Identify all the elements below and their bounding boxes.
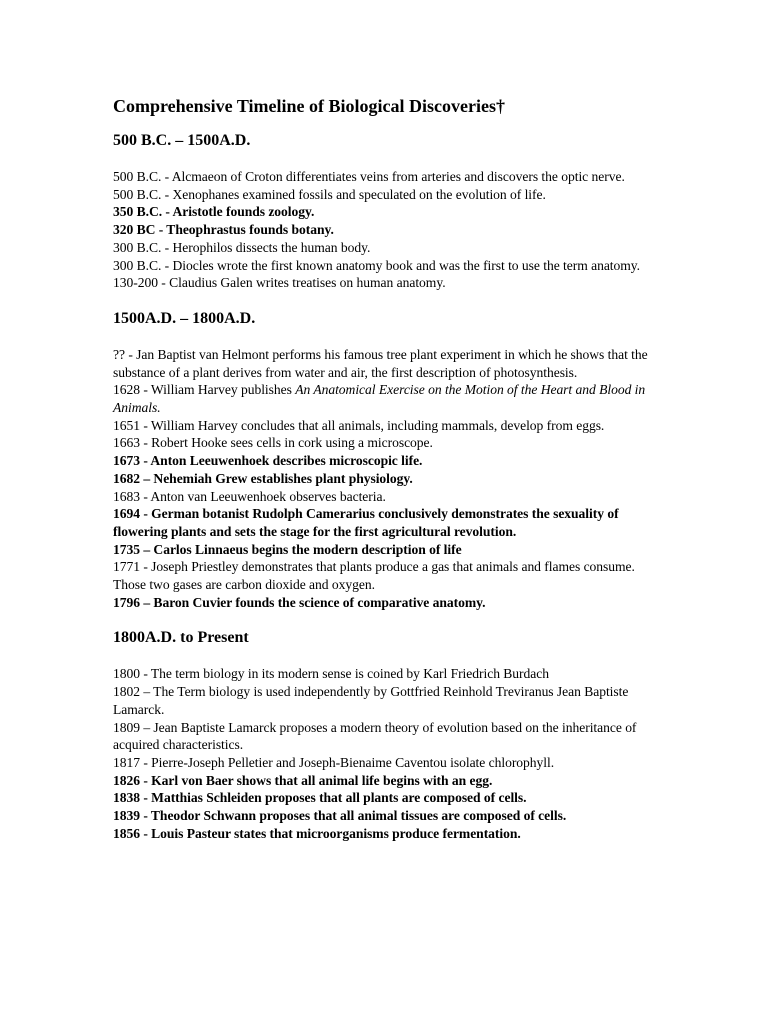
entry-text: 350 B.C. - Aristotle founds zoology. — [113, 204, 315, 220]
document-title: Comprehensive Timeline of Biological Discoveries† — [113, 96, 505, 116]
timeline-entry — [113, 541, 658, 559]
timeline-entry — [113, 825, 658, 843]
entry-text: 1628 - William Harvey publishes — [113, 382, 296, 398]
timeline-entry — [113, 558, 658, 593]
timeline-entry — [113, 470, 658, 488]
timeline-entry — [113, 594, 658, 612]
timeline-entry — [113, 221, 658, 239]
entry-text: 1817 - Pierre-Joseph Pelletier and Joseph-Bienaime Caventou isolate chlorophyll. — [113, 754, 555, 770]
timeline-entry — [113, 346, 658, 381]
timeline-entry — [113, 683, 658, 718]
timeline-entry — [113, 665, 658, 683]
entry-text: 130-200 - Claudius Galen writes treatises on human anatomy. — [113, 275, 446, 291]
timeline-section — [113, 130, 658, 292]
timeline-entry — [113, 434, 658, 452]
timeline-entry — [113, 203, 658, 221]
entry-text: 300 B.C. - Diocles wrote the first known anatomy book and was the first to use the term anatomy. — [113, 257, 641, 273]
timeline-entry — [113, 807, 658, 825]
entry-text: 1682 – Nehemiah Grew establishes plant physiology. — [113, 470, 413, 486]
timeline-section — [113, 627, 658, 842]
entry-text: 1856 - Louis Pasteur states that microorganisms produce fermentation. — [113, 825, 521, 841]
entry-text: 1839 - Theodor Schwann proposes that all animal tissues are composed of cells. — [113, 808, 567, 824]
entry-text: 320 BC - Theophrastus founds botany. — [113, 222, 334, 238]
timeline-entry — [113, 257, 658, 275]
entry-text: 300 B.C. - Herophilos dissects the human body. — [113, 239, 371, 255]
entry-text: 1838 - Matthias Schleiden proposes that all plants are composed of cells. — [113, 790, 527, 806]
timeline-entry — [113, 417, 658, 435]
section-heading: 500 B.C. – 1500A.D. — [113, 132, 251, 149]
entry-text: 1771 - Joseph Priestley demonstrates that plants produce a gas that animals and flames consume. Those two gases are carbon dioxide and oxygen. — [113, 559, 635, 593]
entry-text: 1802 – The Term biology is used independently by Gottfried Reinhold Treviranus Jean Baptiste Lamarck. — [113, 684, 629, 717]
timeline-entry — [113, 488, 658, 506]
entry-text: 1663 - Robert Hooke sees cells in cork using a microscope. — [113, 435, 433, 451]
timeline-entry — [113, 719, 658, 754]
timeline-entry — [113, 239, 658, 257]
entry-text: 500 B.C. - Alcmaeon of Croton differentiates veins from arteries and discovers the optic nerve. — [113, 169, 625, 184]
section-heading: 1800A.D. to Present — [113, 629, 249, 647]
entry-list — [113, 346, 658, 612]
entry-text: 1651 - William Harvey concludes that all animals, including mammals, develop from eggs. — [113, 417, 605, 433]
section-heading: 1500A.D. – 1800A.D. — [113, 309, 256, 327]
entry-text: 1826 - Karl von Baer shows that all animal life begins with an egg. — [113, 772, 493, 788]
book-title: An Anatomical Exercise on the Motion of the Heart and Blood in Animals. — [113, 382, 646, 416]
timeline-section — [113, 308, 658, 612]
entry-text: 1800 - The term biology in its modern sense is coined by Karl Friedrich Burdach — [113, 666, 549, 682]
entry-text: 1735 – Carlos Linnaeus begins the modern description of life — [113, 541, 462, 557]
timeline-entry — [113, 789, 658, 807]
entry-text: 1683 - Anton van Leeuwenhoek observes bacteria. — [113, 488, 386, 504]
entry-text: 1809 – Jean Baptiste Lamarck proposes a modern theory of evolution based on the inheritance of acquired characteristics. — [113, 719, 637, 753]
entry-list — [113, 665, 658, 842]
timeline-entry — [113, 452, 658, 470]
timeline-entry — [113, 381, 658, 416]
timeline-entry — [113, 186, 658, 204]
timeline-sections — [113, 130, 658, 843]
timeline-entry — [113, 754, 658, 772]
entry-text: 1694 - German botanist Rudolph Camerarius conclusively demonstrates the sexuality of flowering plants and sets the stage for the first agricultural revolution. — [113, 506, 619, 539]
entry-text: ?? - Jan Baptist van Helmont performs his famous tree plant experiment in which he shows that the substance of a plant derives from water and air, the first description of photosynthesis. — [113, 346, 648, 380]
timeline-entry — [113, 772, 658, 790]
entry-text: 500 B.C. - Xenophanes examined fossils and speculated on the evolution of life. — [113, 186, 546, 202]
timeline-entry — [113, 168, 658, 186]
entry-text: 1673 - Anton Leeuwenhoek describes microscopic life. — [113, 453, 423, 469]
entry-list — [113, 168, 658, 292]
timeline-entry — [113, 505, 658, 540]
timeline-entry — [113, 274, 658, 292]
entry-text: 1796 – Baron Cuvier founds the science of comparative anatomy. — [113, 594, 486, 610]
